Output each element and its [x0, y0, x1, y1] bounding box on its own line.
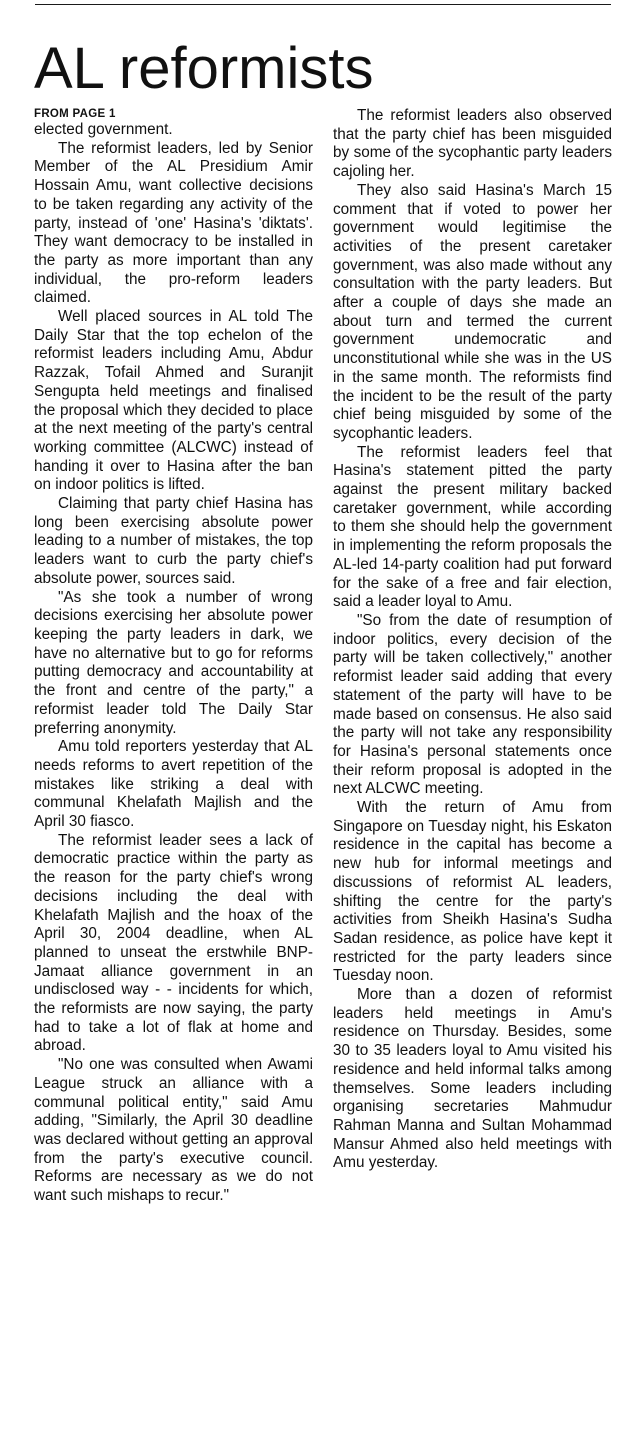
- paragraph: "As she took a number of wrong decisions exercising her absolute power keeping the party leaders in dark, we have no alternative but to go for reforms putting democracy and accountability at the front and centre of the party," a reformist leader told The Daily Star preferring anonymity.: [34, 588, 313, 737]
- paragraph: The reformist leaders, led by Senior Member of the AL Presidium Amir Hossain Amu, want collective decisions to be taken regarding any activity of the party, instead of 'one' Hasina's 'diktats'. They want democracy to be installed in the party as more important than any individual, the pro-reform leaders claimed.: [34, 139, 313, 307]
- headline: AL reformists: [34, 36, 374, 101]
- paragraph: The reformist leaders feel that Hasina's statement pitted the party against the present military backed caretaker government, while according to them she should help the government in implementing the reform proposals the AL-led 14-party coalition had put forward for the sake of a free and fair election, said a leader loyal to Amu.: [333, 443, 612, 611]
- paragraph: The reformist leader sees a lack of democratic practice within the party as the reason for the party chief's wrong decisions including the deal with Khelafath Majlish and the hoax of the April 30, 2004 deadline, when AL planned to unseat the erstwhile BNP-Jamaat alliance government in an undisclosed way - - incidents for which, the reformists are now saying, the party had to take a lot of flak at home and abroad.: [34, 831, 313, 1055]
- paragraph: The reformist leaders also observed that the party chief has been misguided by some of the sycophantic party leaders cajoling her.: [333, 107, 612, 181]
- left-column: [34, 107, 313, 1206]
- paragraph: "So from the date of resumption of indoor politics, every decision of the party will be taken collectively," another reformist leader said adding that every statement of the party will have to be made based on consensus. He also said the party will not take any responsibility for Hasina's personal statements once their reform proposal is adopted in the next ALCWC meeting.: [333, 611, 612, 798]
- top-rule: [35, 4, 611, 5]
- paragraph: Amu told reporters yesterday that AL needs reforms to avert repetition of the mistakes like striking a deal with communal Khelafath Majlish and the April 30 fiasco.: [34, 738, 313, 831]
- paragraph: Claiming that party chief Hasina has long been exercising absolute power leading to a number of mistakes, the top leaders want to curb the party chief's absolute power, sources said.: [34, 495, 313, 587]
- paragraph: Well placed sources in AL told The Daily Star that the top echelon of the reformist leaders including Amu, Abdur Razzak, Tofail Ahmed and Suranjit Sengupta held meetings and finalised the proposal which they decided to place at the next meeting of the party's central working committee (ALCWC) instead of handing it over to Hasina after the ban on indoor politics is lifted.: [34, 308, 313, 494]
- paragraph: elected government.: [34, 121, 173, 138]
- paragraph: "No one was consulted when Awami League struck an alliance with a communal political entity," said Amu adding, "Similarly, the April 30 deadline was declared without getting an approval from the party's executive council. Reforms are necessary as we do not want such mishaps to recur.": [34, 1056, 313, 1205]
- paragraph: With the return of Amu from Singapore on Tuesday night, his Eskaton residence in the capital has become a new hub for informal meetings and discussions of reformist AL leaders, shifting the centre for the party's activities from Sheikh Hasina's Sudha Sadan residence, as police have kept it restricted for the party leaders since Tuesday noon.: [333, 799, 612, 985]
- paragraph: More than a dozen of reformist leaders held meetings in Amu's residence on Thursday. Besides, some 30 to 35 leaders loyal to Amu visited his residence and held informal talks among themselves. Some leaders including organising secretaries Mahmudur Rahman Manna and Sultan Mohammad Mansur Ahmed also held meetings with Amu yesterday.: [333, 986, 612, 1172]
- paragraph: They also said Hasina's March 15 comment that if voted to power her government would legitimise the activities of the present caretaker government, was also made without any consultation with the party leaders. But after a couple of days she made an about turn and termed the current government undemocratic and unconstitutional while she was in the US in the same month. The reformists find the incident to be the result of the party chief being misguided by some of the sycophantic leaders.: [333, 181, 612, 442]
- continued-from-label: FROM PAGE 1: [34, 108, 116, 120]
- right-column: [333, 107, 612, 1173]
